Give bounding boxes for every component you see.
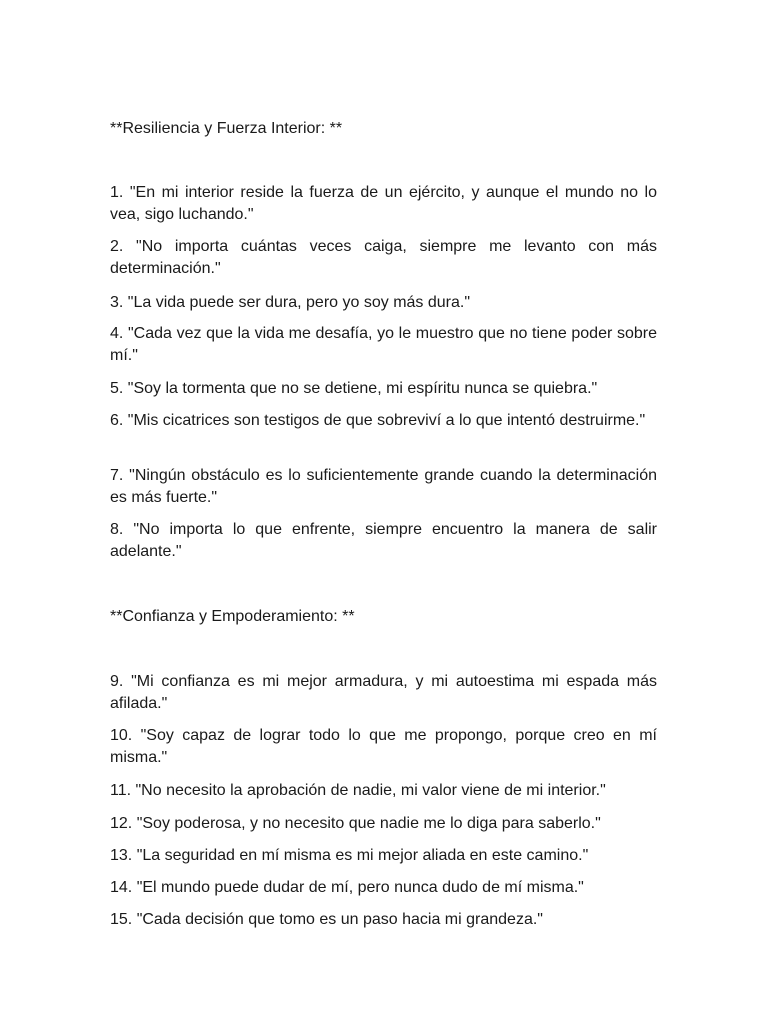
list-item: 3. "La vida puede ser dura, pero yo soy más dura." bbox=[110, 294, 471, 311]
section-heading-resiliencia: **Resiliencia y Fuerza Interior: ** bbox=[110, 120, 343, 137]
list-item: 2. "No importa cuántas veces caiga, siempre me levanto con más determinación." bbox=[110, 238, 657, 277]
list-item: 11. "No necesito la aprobación de nadie, mi valor viene de mi interior." bbox=[110, 782, 606, 799]
list-item: 14. "El mundo puede dudar de mí, pero nunca dudo de mí misma." bbox=[110, 879, 584, 896]
list-item: 1. "En mi interior reside la fuerza de un ejército, y aunque el mundo no lo vea, sigo luchando." bbox=[110, 184, 657, 223]
list-item: 10. "Soy capaz de lograr todo lo que me propongo, porque creo en mí misma." bbox=[110, 727, 657, 766]
list-item: 7. "Ningún obstáculo es lo suficientemente grande cuando la determinación es más fuerte." bbox=[110, 467, 657, 506]
list-item: 9. "Mi confianza es mi mejor armadura, y mi autoestima mi espada más afilada." bbox=[110, 673, 657, 712]
list-item: 4. "Cada vez que la vida me desafía, yo le muestro que no tiene poder sobre mí." bbox=[110, 325, 657, 364]
list-item: 12. "Soy poderosa, y no necesito que nadie me lo diga para saberlo." bbox=[110, 815, 601, 832]
list-item: 15. "Cada decisión que tomo es un paso hacia mi grandeza." bbox=[110, 911, 543, 928]
list-item: 13. "La seguridad en mí misma es mi mejor aliada en este camino." bbox=[110, 847, 589, 864]
document-page bbox=[110, 0, 657, 1024]
list-item: 6. "Mis cicatrices son testigos de que sobreviví a lo que intentó destruirme." bbox=[110, 412, 646, 429]
section-heading-confianza: **Confianza y Empoderamiento: ** bbox=[110, 608, 355, 625]
list-item: 8. "No importa lo que enfrente, siempre encuentro la manera de salir adelante." bbox=[110, 521, 657, 560]
list-item: 5. "Soy la tormenta que no se detiene, mi espíritu nunca se quiebra." bbox=[110, 380, 598, 397]
